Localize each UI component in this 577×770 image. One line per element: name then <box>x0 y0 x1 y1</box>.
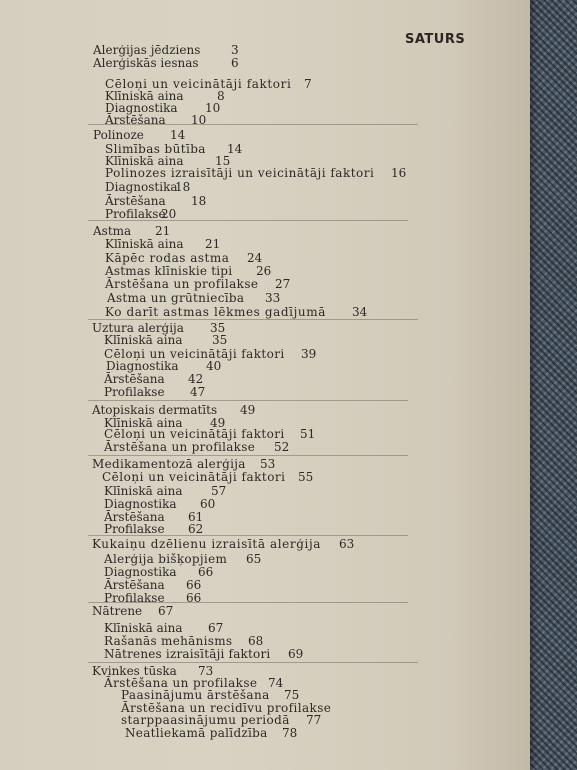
toc-entry-page-number: 67 <box>208 621 224 635</box>
toc-entry-page-number: 75 <box>284 688 300 702</box>
toc-entry-title: Nātrene <box>92 604 143 618</box>
toc-entry-page-number: 68 <box>248 634 264 648</box>
toc-entry-title: Cēloņi un veicinātāji faktori <box>105 77 292 91</box>
toc-entry-title: Profilakse <box>104 522 165 536</box>
toc-entry-title: Nātrenes izraisītāji faktori <box>104 647 271 661</box>
toc-entry-page-number: 66 <box>186 591 202 605</box>
toc-entry-page-number: 35 <box>212 333 228 347</box>
toc-entry <box>104 647 304 661</box>
toc-entry-page-number: 18 <box>175 180 191 194</box>
toc-entry-page-number: 63 <box>339 537 355 551</box>
toc-entry-page-number: 67 <box>158 604 174 618</box>
toc-entry-title: Ārstēšana <box>104 372 165 386</box>
toc-entry <box>93 56 239 70</box>
toc-entry <box>104 440 290 454</box>
toc-entry-page-number: 6 <box>231 56 239 70</box>
toc-entry-page-number: 77 <box>306 713 322 727</box>
toc-entry-title: Neatliekamā palīdzība <box>125 726 268 740</box>
toc-entry-page-number: 49 <box>240 403 256 417</box>
toc-entry-page-number: 53 <box>260 457 276 471</box>
toc-entry-page-number: 61 <box>188 510 204 524</box>
fabric-background <box>528 0 577 770</box>
toc-entry <box>105 277 291 291</box>
toc-entry-page-number: 16 <box>391 166 407 180</box>
toc-entry <box>92 537 355 551</box>
toc-entry-title: Diagnostika <box>105 180 178 194</box>
section-divider <box>88 319 418 320</box>
toc-entry <box>125 726 298 740</box>
toc-entry-title: Astma <box>93 224 132 238</box>
toc-entry-title: Ārstēšana un profilakse <box>104 676 258 690</box>
toc-entry-title: Cēloņi un veicinātāji faktori <box>102 470 286 484</box>
toc-entry-title: Paasinājumu ārstēšana <box>121 688 270 702</box>
toc-entry-page-number: 55 <box>298 470 314 484</box>
toc-entry-page-number: 24 <box>247 251 263 265</box>
toc-entry-title: Alerģija bišķopjiem <box>104 552 228 566</box>
toc-entry-page-number: 14 <box>227 142 243 156</box>
toc-entry <box>105 237 221 251</box>
toc-entry-page-number: 66 <box>186 578 202 592</box>
toc-entry-page-number: 26 <box>256 264 272 278</box>
toc-entry-title: Uztura alerģija <box>92 321 184 335</box>
toc-entry-title: Ko darīt astmas lēkmes gadījumā <box>105 305 326 319</box>
toc-entry-title: Profilakse <box>104 385 165 399</box>
toc-entry-page-number: 10 <box>205 101 221 115</box>
toc-entry-page-number: 27 <box>275 277 291 291</box>
toc-entry-title: Cēloņi un veicinātāji faktori <box>104 347 285 361</box>
toc-entry <box>104 385 206 399</box>
toc-entry <box>104 333 228 347</box>
toc-entry-title: Ārstēšana <box>104 510 165 524</box>
toc-entry-page-number: 47 <box>190 385 206 399</box>
toc-entry-title: Ārstēšana un profilakse <box>105 277 259 291</box>
toc-entry-page-number: 60 <box>200 497 216 511</box>
toc-entry-page-number: 74 <box>268 676 284 690</box>
toc-entry-page-number: 3 <box>231 43 239 57</box>
toc-entry-page-number: 33 <box>265 291 281 305</box>
section-divider <box>88 535 408 536</box>
toc-entry-title: Polinozes izraisītāji un veicinātāji faktori <box>105 166 375 180</box>
toc-entry <box>93 128 186 142</box>
toc-entry-title: Kukaiņu dzēlienu izraisītā alerģija <box>92 537 322 551</box>
toc-entry <box>105 166 407 180</box>
toc-entry-page-number: 51 <box>300 427 316 441</box>
toc-entry-title: Atopiskais dermatīts <box>92 403 218 417</box>
toc-entry-title: starppaasinājumu periodā <box>121 713 290 727</box>
toc-entry <box>92 604 174 618</box>
toc-entry-title: Diagnostika <box>104 497 177 511</box>
section-divider <box>88 220 408 221</box>
toc-entry-title: Kāpēc rodas astma <box>105 251 230 265</box>
toc-entry-page-number: 69 <box>288 647 304 661</box>
toc-entry <box>105 113 207 127</box>
toc-entry <box>107 291 281 305</box>
toc-entry <box>105 305 368 319</box>
toc-entry <box>105 180 191 194</box>
toc-entry-page-number: 21 <box>205 237 221 251</box>
toc-entry-page-number: 62 <box>188 522 204 536</box>
toc-entry-title: Profilakse <box>104 591 165 605</box>
toc-entry-page-number: 7 <box>304 77 312 91</box>
toc-entry-title: Ārstēšana <box>104 578 165 592</box>
toc-entry-page-number: 15 <box>215 154 231 168</box>
toc-entry-page-number: 57 <box>211 484 227 498</box>
toc-entry-title: Klīniskā aina <box>104 621 183 635</box>
toc-entry-page-number: 52 <box>274 440 290 454</box>
toc-entry-title: Ārstēšana un recidīvu profilakse <box>121 701 332 715</box>
toc-entry-title: Profilakse <box>105 207 166 221</box>
section-divider <box>88 124 418 125</box>
toc-entry-title: Diagnostika <box>106 359 179 373</box>
toc-entry-page-number: 8 <box>217 89 225 103</box>
toc-entry-title: Diagnostika <box>105 101 178 115</box>
toc-entry-title: Klīniskā aina <box>104 484 183 498</box>
page-heading: SATURS <box>405 32 466 47</box>
toc-entry-page-number: 78 <box>282 726 298 740</box>
toc-entry-title: Klīniskā aina <box>105 237 184 251</box>
toc-entry-page-number: 10 <box>191 113 207 127</box>
toc-entry-page-number: 14 <box>170 128 186 142</box>
toc-entry-title: Medikamentozā alerģija <box>92 457 246 471</box>
toc-entry-page-number: 39 <box>301 347 317 361</box>
toc-entry-page-number: 18 <box>191 194 207 208</box>
toc-entry-title: Slimības būtība <box>105 142 206 156</box>
toc-entry-title: Diagnostika <box>104 565 177 579</box>
section-divider <box>88 455 408 456</box>
toc-entry-page-number: 40 <box>206 359 222 373</box>
toc-entry-page-number: 35 <box>210 321 226 335</box>
toc-entry-title: Ārstēšana <box>105 113 166 127</box>
toc-entry-title: Klīniskā aina <box>105 89 184 103</box>
toc-entry-title: Polinoze <box>93 128 144 142</box>
toc-entry-title: Ārstēšana un profilakse <box>104 440 256 454</box>
toc-entry-title: Ārstēšana <box>105 194 166 208</box>
toc-entry-page-number: 20 <box>161 207 177 221</box>
section-divider <box>88 400 408 401</box>
toc-entry-title: Rašanās mehānisms <box>104 634 233 648</box>
toc-entry-page-number: 65 <box>246 552 262 566</box>
toc-entry-page-number: 34 <box>352 305 368 319</box>
toc-entry-title: Alerģiskās iesnas <box>93 56 199 70</box>
toc-entry-page-number: 21 <box>155 224 171 238</box>
toc-entry-title: Cēloņi un veicinātāji faktori <box>104 427 285 441</box>
toc-entry-title: Klīniskā aina <box>105 154 184 168</box>
toc-entry <box>102 470 314 484</box>
toc-entry-title: Alerģijas jēdziens <box>93 43 201 57</box>
toc-entry-title: Astma un grūtniecība <box>107 291 245 305</box>
toc-entry-page-number: 49 <box>210 416 226 430</box>
section-divider <box>88 602 408 603</box>
toc-entry-title: Astmas klīniskie tipi <box>105 264 233 278</box>
toc-entry-title: Kvinkes tūska <box>92 664 177 678</box>
toc-entry-title: Klīniskā aina <box>104 333 183 347</box>
toc-entry-title: Klīniskā aina <box>104 416 183 430</box>
section-divider <box>88 662 418 663</box>
toc-entry-page-number: 42 <box>188 372 204 386</box>
toc-entry-page-number: 66 <box>198 565 214 579</box>
toc-entry-page-number: 73 <box>198 664 214 678</box>
